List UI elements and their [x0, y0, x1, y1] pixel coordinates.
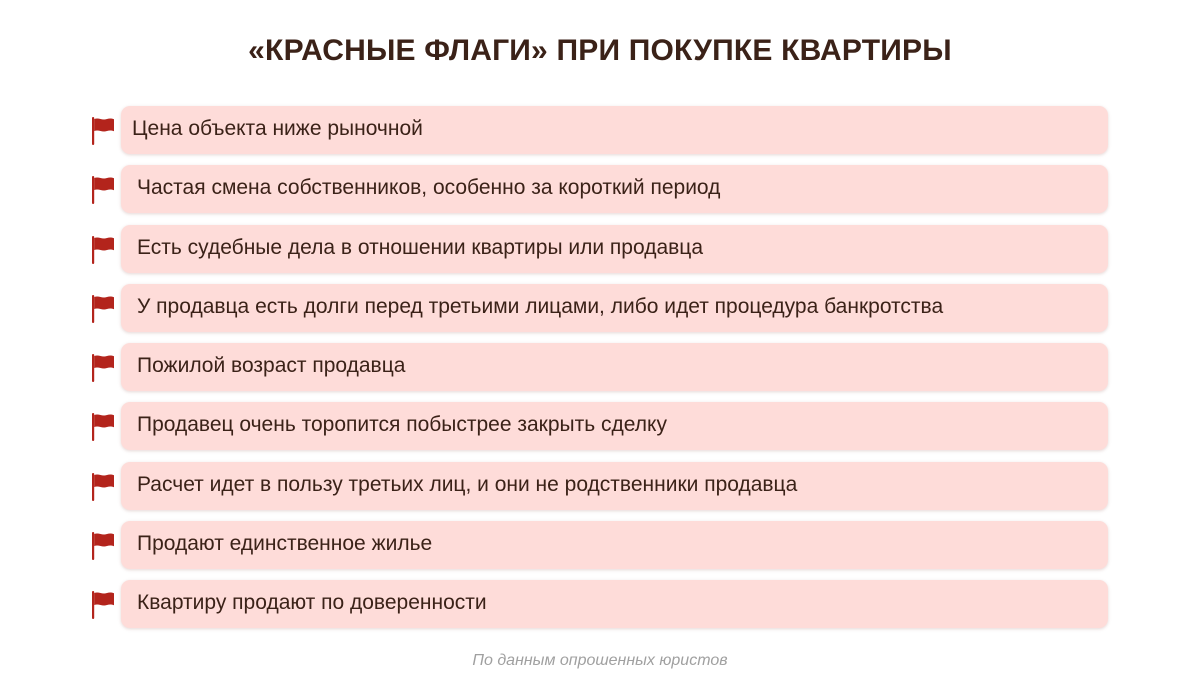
page-title: «КРАСНЫЕ ФЛАГИ» ПРИ ПОКУПКЕ КВАРТИРЫ — [248, 34, 952, 67]
flag-text: Есть судебные дела в отношении квартиры или продавца — [137, 235, 703, 259]
red-flags-list — [0, 106, 1200, 639]
list-item — [0, 462, 1200, 510]
flag-card — [121, 402, 1108, 450]
red-flag-icon — [90, 294, 116, 324]
red-flag-icon — [90, 472, 116, 502]
flag-text: Продают единственное жилье — [137, 531, 433, 555]
flag-card — [121, 165, 1108, 213]
red-flag-icon — [90, 353, 116, 383]
flag-card — [121, 462, 1108, 510]
list-item — [0, 106, 1200, 154]
red-flag-icon — [90, 531, 116, 561]
flag-text: Частая смена собственников, особенно за короткий период — [137, 176, 721, 200]
list-item — [0, 402, 1200, 450]
list-item — [0, 580, 1200, 628]
flag-card — [121, 106, 1108, 154]
flag-text: Квартиру продают по доверенности — [137, 591, 487, 614]
flag-card — [121, 580, 1108, 628]
source-footnote: По данным опрошенных юристов — [472, 652, 728, 669]
list-item — [0, 165, 1200, 213]
red-flag-icon — [90, 175, 116, 205]
red-flag-icon — [90, 412, 116, 442]
flag-text: Пожилой возраст продавца — [137, 354, 406, 377]
red-flag-icon — [90, 235, 116, 265]
flag-card — [121, 284, 1108, 332]
list-item — [0, 284, 1200, 332]
flag-card — [121, 225, 1108, 273]
flag-text: Цена объекта ниже рыночной — [132, 117, 423, 140]
list-item — [0, 343, 1200, 391]
red-flag-icon — [90, 590, 116, 620]
list-item — [0, 521, 1200, 569]
flag-text: Расчет идет в пользу третьих лиц, и они не родственники продавца — [137, 472, 798, 496]
flag-card — [121, 343, 1108, 391]
flag-text: У продавца есть долги перед третьими лицами, либо идет процедура банкротства — [137, 294, 944, 318]
red-flag-icon — [90, 116, 116, 146]
flag-text: Продавец очень торопится побыстрее закрыть сделку — [137, 413, 667, 437]
flag-card — [121, 521, 1108, 569]
list-item — [0, 225, 1200, 273]
